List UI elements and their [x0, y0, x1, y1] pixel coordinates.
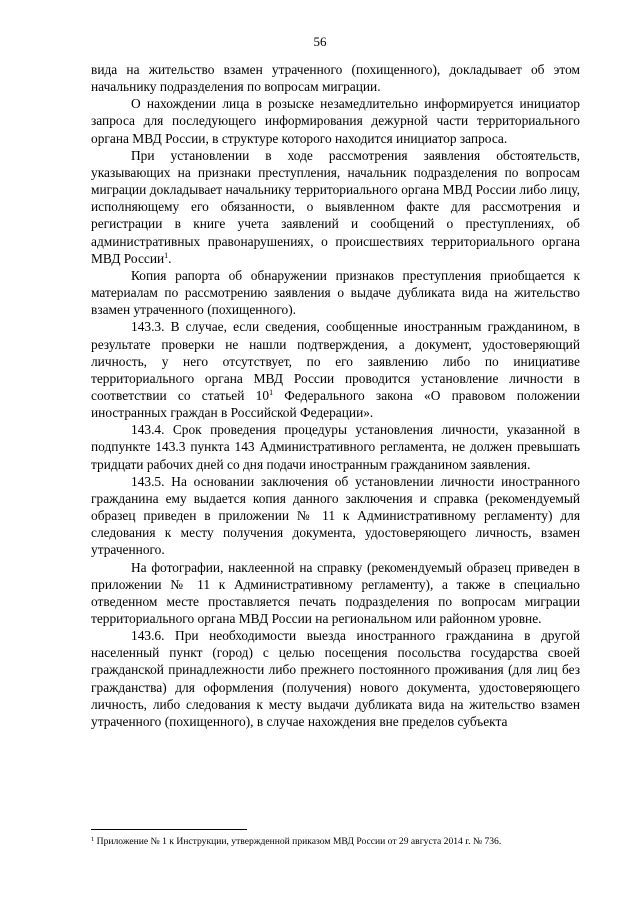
paragraph-143-6: 143.6. При необходимости выезда иностранного гражданина в другой населенный пункт (город) с целью посещения посольства государства своей гражданской принадлежности либо прежнего постоянного проживания (для лиц без гражданства) для оформления (получения) нового документа, удостоверяющего личность, либо следования к месту выдачи дубликата вида на жительство взамен утраченного (похищенного), в случае нахождения вне пределов субъекта: [91, 628, 580, 729]
paragraph-143-3: 143.3. В случае, если сведения, сообщенные иностранным гражданином, в результате проверки не нашли подтверждения, а документ, удостоверяющий личность, у него отсутствует, по его заявлению либо по инициативе территориального органа МВД России проводится установление личности в соответствии со статьей $10^1$ Федерального закона «О правовом положении иностранных граждан в Российской Федерации».: [91, 319, 581, 421]
paragraph-143-4: 143.4. Срок проведения процедуры установления личности, указанной в подпункте 143.3 пункта 143 Административного регламента, не должен превышать тридцати рабочих дней со дня подачи иностранным гражданином заявления.: [91, 422, 580, 472]
paragraph-search-notice: О нахождении лица в розыске незамедлительно информируется инициатор запроса для последующего информирования дежурной части территориального органа МВД России, в структуре которого находится инициатор запроса.: [91, 96, 580, 146]
main-text: [91, 61, 580, 730]
footnote-ref: 1: [164, 250, 169, 260]
paragraph-143-5: 143.5. На основании заключения об установлении личности иностранного гражданина ему выдается копия данного заключения и справка (рекомендуемый образец приведен в приложении № 11 к Административному регламенту) для следования к месту получения документа, удостоверяющего личность, взамен утраченного.: [91, 473, 580, 558]
article-superscript: 1: [269, 387, 274, 397]
footnote: [91, 836, 580, 848]
paragraph-continuation: вида на жительство взамен утраченного (похищенного), докладывает об этом начальнику подразделения по вопросам миграции.: [91, 62, 580, 95]
footnote-divider: [91, 829, 247, 830]
paragraph-report-copy: Копия рапорта об обнаружении признаков преступления приобщается к материалам по рассмотрению заявления о выдаче дубликата вида на жительство взамен утраченного (похищенного).: [91, 267, 580, 318]
page-number: 56: [313, 34, 327, 49]
paragraph-photo-stamp: На фотографии, наклеенной на справку (рекомендуемый образец приведен в приложении № 11 к Административному регламенту), а также в специально отведенном месте проставляется печать подразделения по вопросам миграции территориального органа МВД России на региональном или районном уровне.: [91, 559, 580, 626]
footnote-text: Приложение № 1 к Инструкции, утвержденной приказом МВД России от 29 августа 2014 г. № 736.: [94, 836, 502, 847]
footnote-marker: 1: [91, 836, 95, 843]
paragraph-crime-signs: При установлении в ходе рассмотрения заявления обстоятельств, указывающих на признаки преступления, начальник подразделения по вопросам миграции докладывает начальнику территориального органа МВД России либо лицу, исполняющему его обязанности, о выявленном факте для рассмотрения и регистрации в книге учета заявлений и сообщений о преступлениях, об административных правонарушениях, о происшествиях территориального органа МВД России$^1$.: [91, 147, 580, 266]
